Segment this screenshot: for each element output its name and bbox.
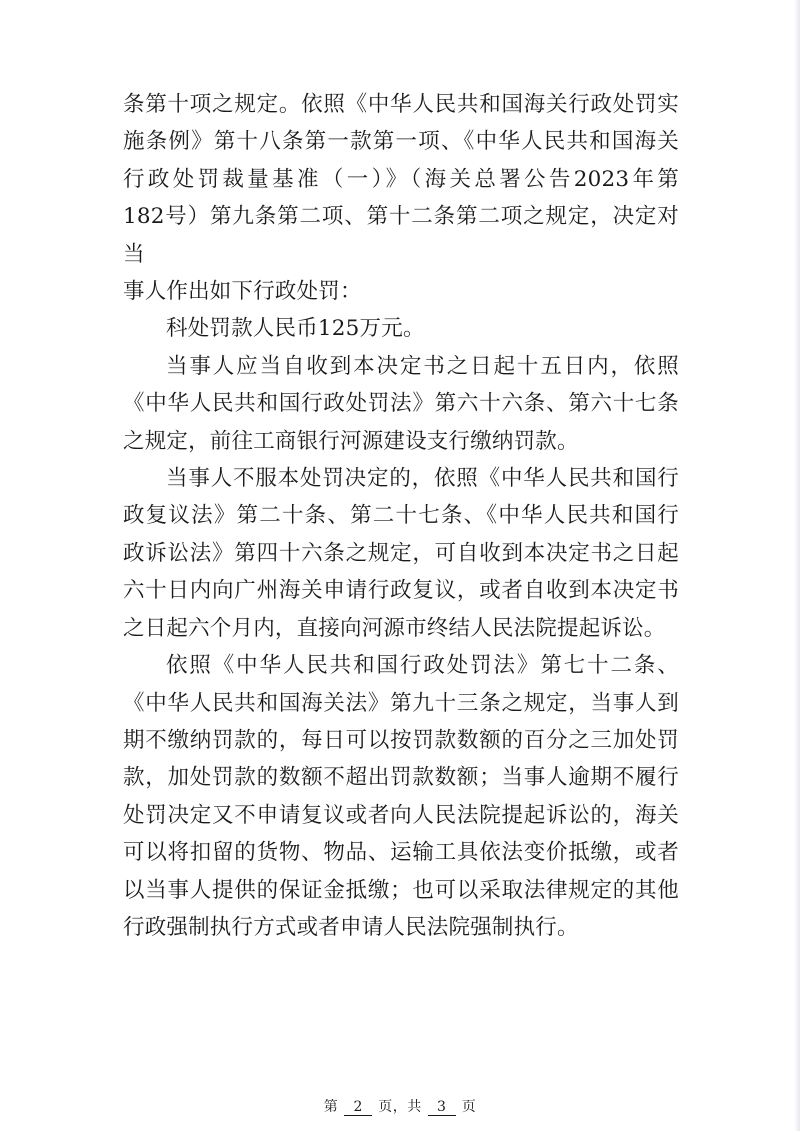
paragraph-payment: [123, 348, 679, 460]
text-line: 施条例》第十八条第一款第一项、《中华人民共和国海关: [123, 129, 679, 155]
text-line: 条第十项之规定。依照《中华人民共和国海关行政处罚实: [123, 92, 679, 117]
text-line: 期不缴纳罚款的，每日可以按罚款数额的百分之三加处罚: [123, 727, 679, 753]
text-line: 六十日内向广州海关申请行政复议，或者自收到本决定书: [123, 578, 679, 604]
text-line: 科处罚款人民币125万元。: [166, 316, 425, 342]
text-line: 当事人应当自收到本决定书之日起十五日内，依照: [166, 353, 679, 379]
text-line: 之日起六个月内，直接向河源市终结人民法院提起诉讼。: [123, 615, 666, 641]
text-line: 处罚决定又不申请复议或者向人民法院提起诉讼的，海关: [123, 802, 679, 828]
text-line: 事人作出如下行政处罚：: [123, 279, 362, 305]
text-line: 可以将扣留的货物、物品、运输工具依法变价抵缴，或者: [123, 840, 679, 866]
text-line: 行政处罚裁量基准（一）》（海关总署公告2023年第: [123, 166, 679, 192]
text-line: 182号）第九条第二项、第十二条第二项之规定，决定对当: [123, 204, 679, 267]
text-line: 当事人不服本处罚决定的，依照《中华人民共和国行: [166, 466, 679, 492]
text-line: 行政强制执行方式或者申请人民法院强制执行。: [123, 914, 579, 940]
footer-suffix: 页: [461, 1099, 477, 1115]
text-line: 之规定，前往工商银行河源建设支行缴纳罚款。: [123, 428, 579, 454]
paragraph-legal-basis: [123, 86, 679, 310]
paragraph-penalty: [123, 310, 679, 347]
document-body: [123, 86, 679, 946]
text-line: 以当事人提供的保证金抵缴；也可以采取法律规定的其他: [123, 877, 679, 903]
text-line: 政复议法》第二十条、第二十七条、《中华人民共和国行: [123, 503, 679, 529]
text-line: 款，加处罚款的数额不超出罚款数额；当事人逾期不履行: [123, 765, 679, 791]
current-page-number: 2: [344, 1099, 372, 1116]
text-line: 《中华人民共和国行政处罚法》第六十六条、第六十七条: [123, 391, 679, 417]
footer-prefix: 第: [323, 1099, 339, 1115]
text-line: 依照《中华人民共和国行政处罚法》第七十二条、: [166, 653, 679, 679]
footer-middle: 页，共: [378, 1099, 422, 1115]
paragraph-enforcement: [123, 647, 679, 946]
page-edge-shadow: [794, 0, 800, 1131]
total-pages-number: 3: [428, 1099, 456, 1116]
text-line: 《中华人民共和国海关法》第九十三条之规定，当事人到: [123, 690, 679, 716]
page-footer: [0, 1096, 800, 1116]
text-line: 政诉讼法》第四十六条之规定，可自收到本决定书之日起: [123, 540, 679, 566]
paragraph-appeal: [123, 460, 679, 647]
